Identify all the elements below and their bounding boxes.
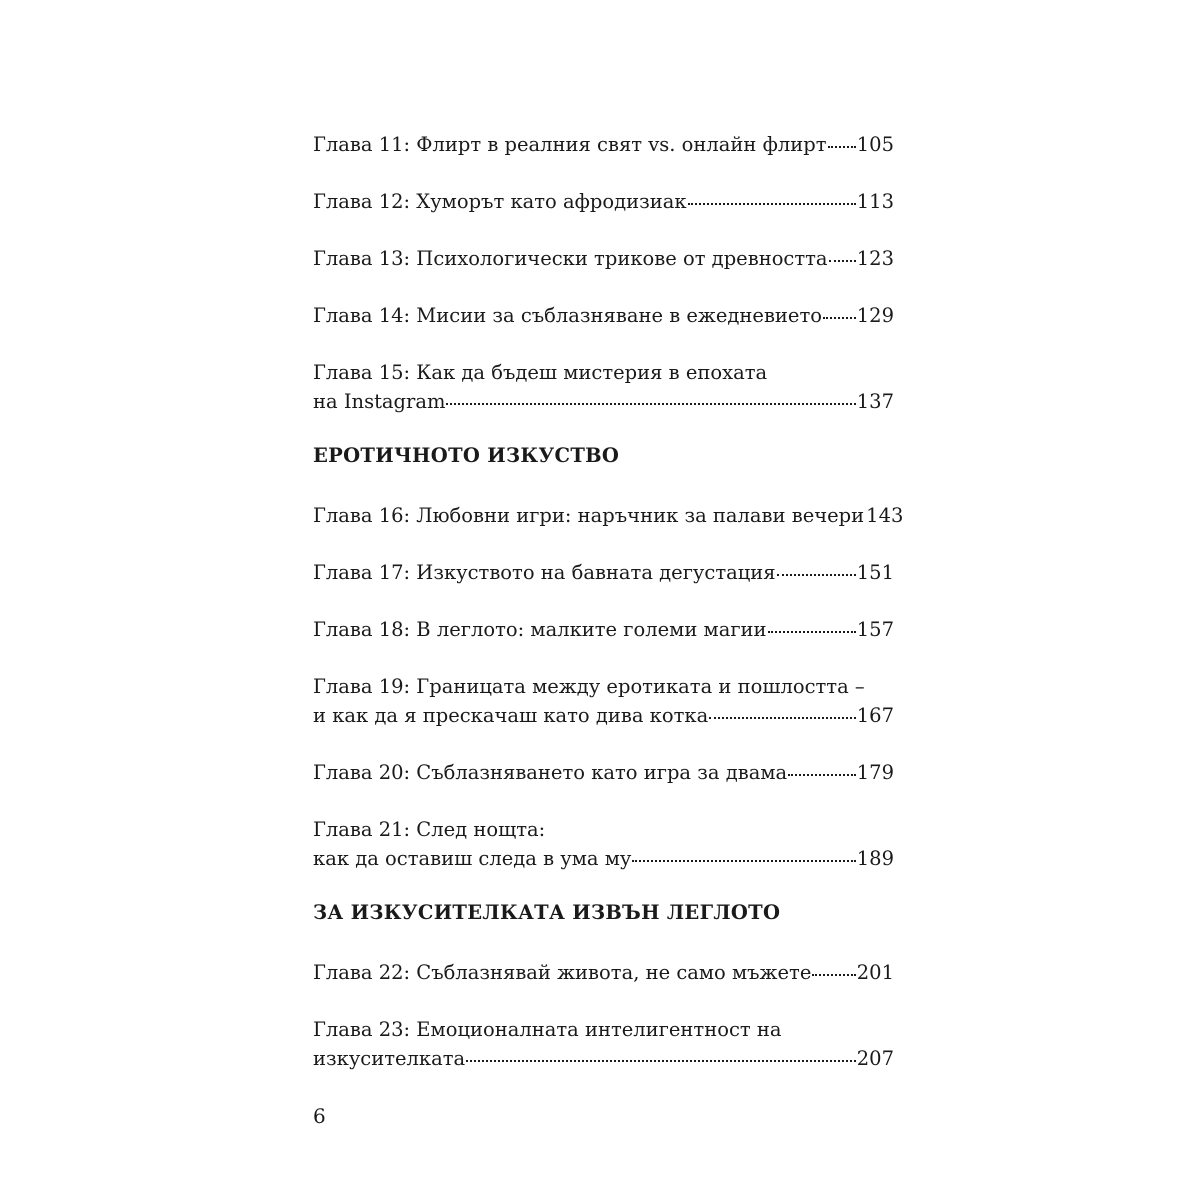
toc-entry-line: [313, 558, 894, 587]
toc-entry-chapter-22: [313, 958, 894, 987]
toc-entry-title: Глава 23: Емоционалната интелигентност на: [313, 1018, 782, 1041]
toc-entry-chapter-14: [313, 301, 894, 330]
toc-entry-page: 129: [856, 304, 894, 327]
toc-entry-chapter-23: [313, 1015, 894, 1073]
toc-entry-chapter-20: [313, 758, 894, 787]
section-heading-erotic-art: ЕРОТИЧНОТО ИЗКУСТВО: [313, 444, 620, 467]
toc-entry-page: 207: [856, 1047, 894, 1070]
toc-entry-page: 123: [856, 247, 894, 270]
dot-leader: [632, 860, 855, 862]
toc-entry-title: Глава 15: Как да бъдеш мистерия в епохата: [313, 361, 768, 384]
toc-entry-page: 113: [856, 190, 894, 213]
toc-entry-line: [313, 187, 894, 216]
toc-entry-title-cont: на Instagram: [313, 390, 446, 413]
toc-entry-title: Глава 21: След нощта:: [313, 818, 546, 841]
toc-entry-line-2: [313, 387, 894, 416]
toc-entry-page: 167: [856, 704, 894, 727]
toc-entry-line-1: [313, 1015, 894, 1044]
dot-leader: [709, 717, 856, 719]
toc-entry-line: [313, 958, 894, 987]
toc-entry-line-2: [313, 1044, 894, 1073]
dot-leader: [829, 260, 856, 262]
toc-entry-title: Глава 16: Любовни игри: наръчник за палави вечери: [313, 504, 865, 527]
toc-entry-page: 189: [856, 847, 894, 870]
toc-entry-line-2: [313, 701, 894, 730]
toc-entry-line-1: [313, 672, 894, 701]
dot-leader: [446, 403, 855, 405]
toc-entry-line: [313, 244, 894, 273]
dot-leader: [777, 574, 856, 576]
toc-entry-line-1: [313, 815, 894, 844]
dot-leader: [768, 631, 856, 633]
toc-entry-line: [313, 501, 904, 530]
toc-entry-title: Глава 18: В леглото: малките големи магии: [313, 618, 767, 641]
toc-entry-chapter-12: [313, 187, 894, 216]
toc-entry-page: 105: [856, 133, 894, 156]
toc-entry-title: Глава 14: Мисии за съблазняване в ежедневието: [313, 304, 822, 327]
dot-leader: [466, 1060, 856, 1062]
toc-entry-title: Глава 13: Психологически трикове от древността: [313, 247, 828, 270]
toc-entry-chapter-15: [313, 358, 894, 416]
dot-leader: [688, 203, 856, 205]
toc-entry-line: [313, 758, 894, 787]
toc-entry-title-cont: и как да я прескачаш като дива котка: [313, 704, 709, 727]
page-number: 6: [313, 1104, 326, 1128]
toc-entry-chapter-11: [313, 130, 894, 159]
toc-page: [313, 0, 904, 1200]
toc-entry-title-cont: изкусителката: [313, 1047, 466, 1070]
toc-entry-chapter-16: [313, 501, 904, 530]
toc-entry-title: Глава 11: Флирт в реалния свят vs. онлайн флирт: [313, 133, 827, 156]
toc-entry-page: 143: [866, 504, 904, 527]
toc-entry-page: 179: [856, 761, 894, 784]
toc-entry-line: [313, 615, 894, 644]
toc-entry-title: Глава 22: Съблазнявай живота, не само мъжете: [313, 961, 812, 984]
toc-entry-chapter-21: [313, 815, 894, 873]
toc-entry-line: [313, 130, 894, 159]
toc-entry-title: Глава 20: Съблазняването като игра за двама: [313, 761, 788, 784]
toc-entry-line-2: [313, 844, 894, 873]
toc-entry-page: 137: [856, 390, 894, 413]
toc-entry-page: 151: [856, 561, 894, 584]
toc-entry-page: 157: [856, 618, 894, 641]
toc-entry-title-cont: как да оставиш следа в ума му: [313, 847, 632, 870]
toc-entry-page: 201: [856, 961, 894, 984]
dot-leader: [812, 974, 855, 976]
toc-entry-title: Глава 17: Изкуството на бавната дегустация: [313, 561, 776, 584]
dot-leader: [823, 317, 856, 319]
toc-entry-chapter-17: [313, 558, 894, 587]
toc-entry-chapter-18: [313, 615, 894, 644]
toc-entry-title: Глава 12: Хуморът като афродизиак: [313, 190, 687, 213]
toc-entry-line: [313, 301, 894, 330]
section-heading-beyond-bed: ЗА ИЗКУСИТЕЛКАТА ИЗВЪН ЛЕГЛОТО: [313, 901, 781, 924]
dot-leader: [828, 146, 856, 148]
dot-leader: [788, 774, 856, 776]
toc-entry-line-1: [313, 358, 894, 387]
toc-entry-title: Глава 19: Границата между еротиката и пошлостта –: [313, 675, 865, 698]
toc-entry-chapter-19: [313, 672, 894, 730]
toc-entry-chapter-13: [313, 244, 894, 273]
